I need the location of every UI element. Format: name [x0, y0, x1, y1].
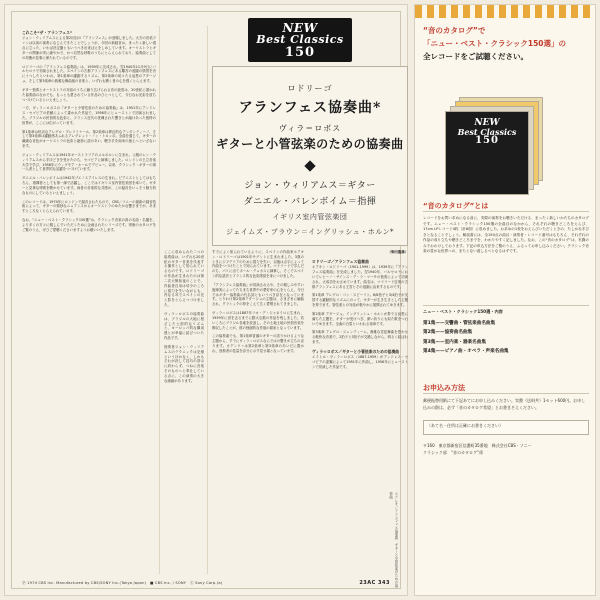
insert-headline: [423, 25, 589, 63]
cover-logo-line3: 150: [475, 135, 499, 146]
list-item: 第3集——室内楽・器楽名曲集: [423, 339, 486, 345]
title-card: [212, 66, 408, 246]
paragraph: ホアキン・ロドリーゴ（1901-1999）は、1939年に『アランフェス協奏曲』を完成しました。翌1940年、バルセロナにおいてレヒーノ・サインス・デ・ラ・マーサの独奏によって初演され、大成功をおさめています。曲名は、マドリード近郊の古都アランフェスにある王宮とその庭園に由来するものです。: [312, 265, 408, 289]
order-instructions: 郵便振替用紙にて下記あてにお申し込みください。実費（送料共）1セット600円。お申し込みの際は、必ず「音のカタログ希望」とお書きそえください。: [423, 398, 586, 410]
insert-headline-line1: “音のカタログ”で: [423, 26, 486, 35]
series-logo-line2: Best Classics: [256, 32, 344, 46]
paragraph: ロドリーゴの『アランフェス協奏曲』は、1939年に完成され、翌1940年11月9日にバルセロナで初演されました。スペインの古都アランフェスにある離宮の庭園の情景を音にうつしたといわれ、第1楽章の躍動するリズム、第2楽章の切々たる哀愁のアダージョ、そして第3楽章の典雅な舞曲風の音楽と、いずれも聴く者の心を強くとらえます。: [22, 64, 156, 84]
series-logo-line3: 150: [284, 44, 316, 60]
work-notes-heading-1: ロドリーゴ／アランフェス協奏曲: [312, 258, 369, 264]
cover-stack-front: [445, 111, 529, 195]
paragraph: ギター独奏とオーケストラの対話のうちに繰り広げられる音の絵巻は、20世紀に書かれた協奏曲のなかでも、もっとも愛されている作品のひとつとして、今日なお光彩を放ちつづけているといえましょう。: [22, 87, 156, 102]
section-rule-3: [423, 393, 589, 394]
paragraph: ヴィラ＝ロボスは1887年リオ・デ・ジャネイロに生まれ、1959年に世を去るまでに膨大な数の作品を残しました。若いころにブラジル各地を放浪し、その土地土地の民俗音楽を吸収したことが、彼の独創的な作風の源泉となっています。: [212, 311, 304, 330]
performer-guitar: ジョン・ウィリアムス＝ギター: [244, 181, 376, 191]
paragraph: 『アランフェス協奏曲』が初演されるや、その親しみやすい旋律美によってたちまち世界中の愛好家の心をとらえ、今日ではギター協奏曲の代名詞ともいうべき存在となっています。とりわけ第2楽章アダージョの主題は、さまざまに編曲され、クラシックの枠をこえて広く愛唱されてきました。: [212, 282, 304, 307]
paragraph: このレコードは、1974年にロンドンで録音されたもので、CBS／ソニーの最新の録音技術によって、ギターの微妙なニュアンスからオーケストラのゆたかな響きまでが、あますところなくとらえられています。: [22, 199, 156, 214]
paragraph: ここに収められた二つの協奏曲は、いずれも20世紀のギター音楽を代表する傑作として知られているものです。ロドリーゴの作品が生まれたのは第二次大戦前夜のことで、作曲者自身は幼少のころに視力を失いながらも、内なる耳でスペインの光と影をとらえつづけました。: [164, 250, 204, 308]
catalog-cover-stack: [445, 97, 541, 193]
movement-1: 第1楽章 アレグロ・コン・スピーリト。6/8拍子と3/4拍子が交替する躍動的なリズムにのって、ギターが生き生きとした主題を奏でます。管弦楽との対話が軽やかに展開されてゆきます。: [312, 293, 408, 308]
spine-text: ステレオ／アランフェス協奏曲 ギターと小管弦楽のための協奏曲: [388, 492, 398, 588]
mailing-address: [423, 443, 589, 457]
work-notes-heading-2: ヴィラ＝ロボス／ギターと小管弦楽のための協奏曲: [312, 348, 400, 354]
performer-conductor: ダニエル・バレンボイム＝指揮: [243, 197, 377, 207]
orange-stripe-banner: [415, 5, 595, 18]
catalog-insert-panel: [414, 4, 596, 596]
list-item: 第1集——交響曲・管弦楽曲名曲集: [423, 321, 496, 326]
paragraph: ジョン・ウィリアムスによる第2回目の『アランフェス』が登場しました。大方の音楽ファンは以前の演奏になじんできたことでしょうが、今回の新録音は、まったく新しい視点に立った、いわば決定盤ともいうべき出来ばえをしめしています。オーケストラとギターの関係が実に細やかで、かつ自然な呼吸のうちにとらえられており、協奏曲としての均衡が見事に保たれているのです。: [22, 36, 156, 60]
composer-1: ロドリーゴ: [287, 84, 333, 93]
column-divider-2: [207, 26, 208, 574]
list-item: 第2集——協奏曲名曲集: [423, 330, 473, 336]
insert-headline-line2: 「ニュー・ベスト・クラシック150選」の: [423, 38, 567, 48]
liner-notes-column-b: [164, 250, 204, 586]
paragraph: エイトル・ヴィラ＝ロボス（1887-1959）がアンドレス・セゴビアの委嘱によって1951年に作曲し、1956年にヒューストンで初演した作品です。: [312, 355, 408, 369]
paragraph: 一方、ヴィラ＝ロボスの『ギターと小管弦楽のための協奏曲』は、1951年にアンドレス・セゴビアの依頼によって書かれた作品で、1956年にヒューストンで初演されました。ブラジルの民俗的な色彩と、フランス近代の洗練された響きとが融けあった独特の世界が、ここには広がっています。: [22, 106, 156, 125]
order-note-box: [423, 420, 589, 435]
mailing-address-line1: 〒160 東京都新宿区信濃町35番地 株式会社CBS・ソニー: [423, 443, 532, 448]
guest-soloist: ジェイムズ・ブラウン＝イングリッシュ・ホルン*: [225, 228, 395, 236]
sleeve-inner-border: [11, 11, 408, 589]
column-divider-1: [159, 26, 160, 574]
paragraph: 独奏者ジョン・ウィリアムスのテクニックは完璧というほかなく、しかもそれが決して技巧の誇示に終わらず、つねに音楽そのものへと奉仕している点に、この演奏の大きな価値があります。: [164, 344, 204, 383]
movement-2: 第2楽章 アダージョ。イングリッシュ・ホルンが奏でる哀愁に満ちた主題を、ギターが受けつぎ、深い祈りにも似た歌をつむいでゆきます。全曲の白眉といわれる楽章です。: [312, 311, 408, 326]
cover-series-logo: [446, 119, 528, 146]
section-title-about: [423, 201, 488, 211]
paragraph: すでによく知られているように、スペインの作曲家ホアキン・ロドリーゴは1901年サグントに生まれました。3歳のときにジフテリアのために視力を失い、以後は点字によって作曲をつづけたことで知られています。マドリードで学んだのち、パリに出てポール・デュカスに師事し、そこでスペイン的な語法とフランス的な色彩感覚を身につけました。: [212, 250, 304, 279]
series-contents-list: [423, 319, 589, 357]
paragraph: ダニエル・バレンボイムは1942年ブエノスアイレスの生まれ。ピアニストとしてはもちろん、指揮者としても第一線で活躍し、ここではイギリス室内管弦楽団を率いて、ギターと見事な呼吸を聴かせています。両者の音楽的な共感が、この録音をいっそう魅力的なものにしているといえましょう。: [22, 176, 156, 195]
ensemble-name: イギリス室内管弦楽団: [272, 213, 348, 221]
order-note-text: （あて名・住所は正確にお書きください）: [427, 423, 503, 428]
note-author: （柴田龍雄）: [387, 250, 408, 254]
cover-logo-line2: Best Classics: [457, 127, 517, 137]
mailing-address-line2: クラシック部 “音のカタログ”係: [423, 449, 484, 455]
paragraph: この協奏曲でも、第1楽章冒頭のギターの語りかけるような主題から、すでにヴィラ＝ロボスならではの響きが立ちのぼります。カデンツァは第2楽章と第3楽章のあいだに置かれ、独奏者の技量を存分に示す見せ場となっています。: [212, 334, 304, 353]
series-logo: [248, 18, 352, 62]
paragraph: ジョン・ウィリアムスは1941年オーストラリアのメルボルンに生まれ、父親のレン・ウィリアムスから手ほどきを受けたのち、セゴビアに師事しました。ロンドンの王立音楽大学で学び、1958年にウィグモア・ホールでデビュー。以来、クラシック・ギターの第一人者として世界的な活躍をつづけています。: [22, 152, 156, 172]
section-rule-2: [423, 305, 589, 306]
diamond-ornament-icon: [304, 160, 315, 171]
liner-notes-column-a: [22, 26, 156, 586]
series-contents-title: ニュー・ベスト・クラシック150選・内容: [423, 309, 503, 314]
work-title-1: アランフェス協奏曲*: [238, 100, 382, 116]
catalog-number: 23AC 343: [359, 580, 390, 586]
copyright-credit: Ⓟ 1974 CBS Inc. Manufactured by CBS/SONY Inc.(Tokyo Japan) ■ CBS Inc. / SONY Ⓒ Sony Corp.(a): [22, 581, 223, 585]
paragraph: ヴィラ＝ロボスの協奏曲は、ブラジルの大地に根ざした土俗的なリズムと、ヨーロッパ的な構成感とが幸福に結びついた作品です。: [164, 311, 204, 341]
list-item: 第4集——ピアノ曲・オペラ・声楽名曲集: [423, 349, 509, 355]
insert-headline-line3: 全レコードをご試聴ください。: [423, 51, 528, 61]
section-title-order-text: お申込み方法: [423, 384, 465, 392]
work-title-2: ギターと小管弦楽のための協奏曲: [216, 137, 404, 151]
liner-notes-heading: これこそ“ザ・アランフェス”: [22, 30, 73, 35]
section-title-about-text: “音のカタログ”とは: [423, 202, 489, 210]
section-about-body: レコードをお買い求めになる前に、実際の演奏をお聴きいただける、まったく新しいかたちのカタログです。ニュー・ベスト・クラシック150選の全曲目のなかから、それぞれの聴きどころをえらび、17cm LPレコード4枚（計8面）に収めました。お求めの1枚をおえらびいただくときの、たしかな手びきとなることでしょう。解説書には、全150点の曲目・演奏者・レコード番号はもちろん、それぞれの作品の成り立ちや聴きどころまでを、わかりやすく記しました。なお、この“音のカタログ”は、実費のみでおわけしております。下記の申込方法をご覧のうえ、ふるってお申し込みください。クラシック音楽の豊かな世界への、またとない道しるべとなるはずです。: [423, 216, 589, 254]
paragraph: 第1楽章は快活なアレグロ・プレリミナール、第2楽章は夢幻的なアンダンティーノ、そして第3楽章は躍動感あふれるアレグレット・ノン・トロッポ。全曲を通じて、ギターの繊細な音色がオーケストラの色彩と絶妙に溶けあい、聴き手を南米の風土へといざないます。: [22, 129, 156, 149]
section-title-order: [423, 383, 465, 393]
series-logo-line1: NEW: [282, 20, 318, 35]
cover-thumbnail-grid: [451, 156, 523, 189]
section-rule-1: [423, 211, 589, 212]
paragraph: なお、“ニュー・ベスト・クラシック150選”は、クラシック音楽の真の名曲・名盤を、より多くの方々に親しんでいただくために企画されたシリーズです。別冊のカタログをご覧のうえ、ぜひご愛聴くださいますようお願いいたします。: [22, 218, 156, 232]
sleeve-back-panel: [4, 4, 408, 596]
liner-notes-column-c: [212, 250, 304, 586]
cover-logo-line1: NEW: [474, 118, 500, 128]
composer-2: ヴィラ＝ロボス: [278, 124, 342, 133]
movement-3: 第3楽章 アレグロ・ジェンティーレ。典雅な宮廷舞曲を思わせる軽快な音楽で、2拍子と3拍子が交錯しながら、明るく結ばれます。: [312, 330, 408, 344]
